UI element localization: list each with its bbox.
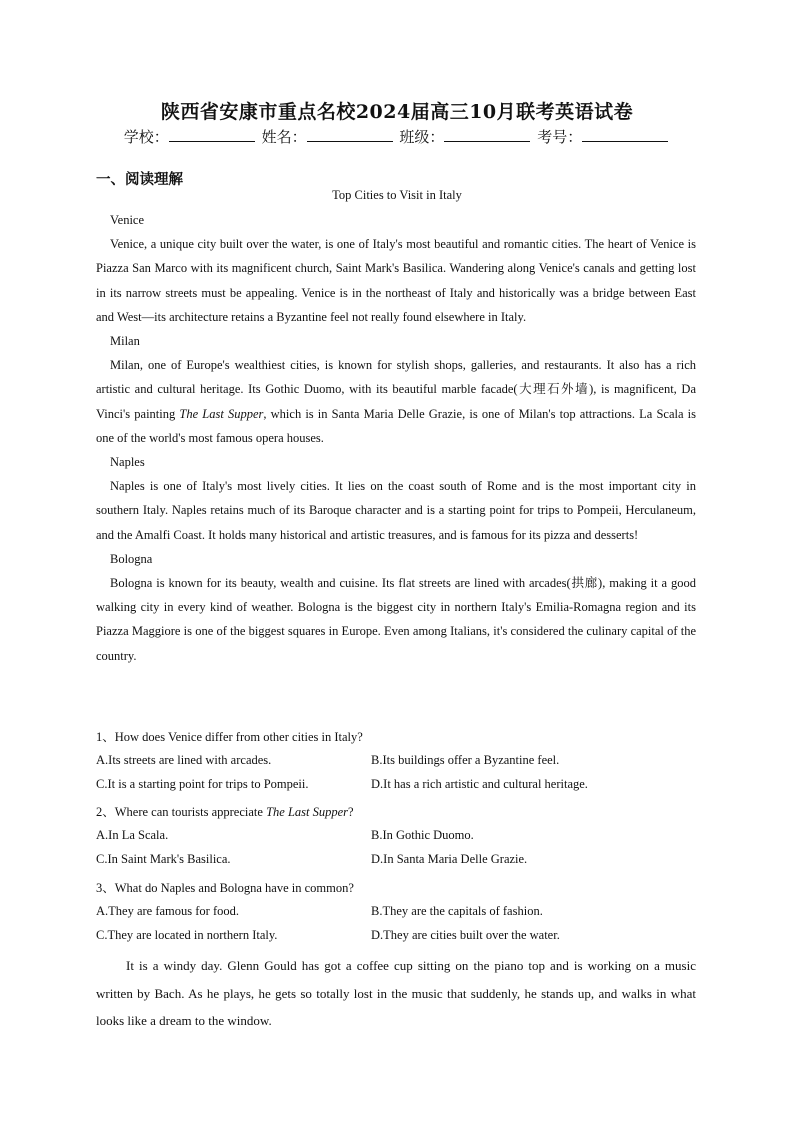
q2-option-b[interactable]: B.In Gothic Duomo. — [371, 828, 474, 842]
paragraph-bologna: Bologna is known for its beauty, wealth and cuisine. Its flat streets are lined with arcades(拱廊), making it a good walking city in every kind of weather. Bologna is the biggest city in northern Italy's Emilia-Romagna region and its Piazza Maggiore is one of the biggest squares in Europe. Even among Italians, it's considered the culinary capital of the country. — [96, 576, 696, 663]
question-2 — [96, 802, 696, 820]
school-label: 学校： — [123, 128, 169, 146]
milan-text-b: , which is in Santa Maria Delle Grazie, is one of Milan's top attractions. La Scala is one of the world's most famous opera houses. — [96, 406, 696, 445]
q1-option-b[interactable]: B.Its buildings offer a Byzantine feel. — [371, 753, 560, 767]
question-1: 1、How does Venice differ from other cities in Italy? — [96, 730, 363, 744]
exam-number-blank[interactable] — [582, 127, 668, 142]
q3-option-c[interactable]: C.They are located in northern Italy. — [96, 928, 278, 942]
city-heading-venice: Venice — [110, 213, 145, 227]
painting-title: The Last Supper — [179, 406, 264, 421]
passage-body — [96, 208, 696, 668]
q1-option-c[interactable]: C.It is a starting point for trips to Pompeii. — [96, 777, 309, 791]
q2-stem-b: ? — [348, 805, 354, 819]
q3-option-a[interactable]: A.They are famous for food. — [96, 904, 240, 918]
milan-text-a: Milan, one of Europe's wealthiest cities, is known for stylish shops, galleries, and restaurants. It also has a rich artistic and cultural heritage. Its Gothic Duomo, with its beautiful marble facade(大理石外墙), is magnificent, Da Vinci's painting — [96, 358, 696, 421]
question-3: 3、What do Naples and Bologna have in common? — [96, 881, 354, 895]
city-heading-naples: Naples — [110, 455, 145, 470]
q2-stem-a: 2、Where can tourists appreciate — [96, 805, 267, 819]
q2-option-c[interactable]: C.In Saint Mark's Basilica. — [96, 852, 231, 866]
student-info-fields — [0, 126, 794, 147]
exam-title: 陕西省安康市重点名校2024届高三10月联考英语试卷 — [160, 101, 634, 123]
class-blank[interactable] — [444, 127, 530, 142]
school-blank[interactable] — [169, 127, 255, 142]
city-heading-milan: Milan — [110, 334, 140, 349]
paragraph-milan — [96, 353, 696, 450]
name-label: 姓名： — [261, 128, 307, 146]
class-label: 班级： — [399, 128, 445, 146]
q2-stem-italic: The Last Supper — [266, 805, 349, 819]
q2-option-a[interactable]: A.In La Scala. — [96, 828, 169, 842]
q1-option-a[interactable]: A.Its streets are lined with arcades. — [96, 753, 272, 767]
q3-option-b[interactable]: B.They are the capitals of fashion. — [371, 904, 543, 918]
passage-title: Top Cities to Visit in Italy — [332, 188, 462, 202]
section-heading: 一、阅读理解 — [96, 172, 183, 188]
exam-number-label: 考号： — [537, 128, 583, 146]
q3-option-d[interactable]: D.They are cities built over the water. — [371, 928, 560, 942]
city-heading-bologna: Bologna — [110, 551, 153, 566]
q1-option-d[interactable]: D.It has a rich artistic and cultural heritage. — [371, 777, 588, 791]
name-blank[interactable] — [307, 127, 393, 142]
passage-2-paragraph: It is a windy day. Glenn Gould has got a coffee cup sitting on the piano top and is working on a music written by Bach. As he plays, he gets so totally lost in the music that suddenly, he stands up, and walks in what looks like a dream to the window. — [96, 958, 696, 1028]
paragraph-venice: Venice, a unique city built over the water, is one of Italy's most beautiful and romantic cities. The heart of Venice is Piazza San Marco with its magnificent church, Saint Mark's Basilica. Wandering along Venice's canals and getting lost in its narrow streets must be appealing. Venice is in the northeast of Italy and historically was a bridge between East and West—its architecture retains a Byzantine feel not really found elsewhere in Italy. — [96, 237, 696, 324]
paragraph-naples: Naples is one of Italy's most lively cities. It lies on the coast south of Rome and is the most important city in southern Italy. Naples retains much of its Baroque character and is a starting point for trips to Pompeii, Herculaneum, and the Amalfi Coast. It holds many historical and artistic treasures, and is famous for its pizza and desserts! — [96, 479, 696, 542]
q2-option-d[interactable]: D.In Santa Maria Delle Grazie. — [371, 852, 528, 866]
